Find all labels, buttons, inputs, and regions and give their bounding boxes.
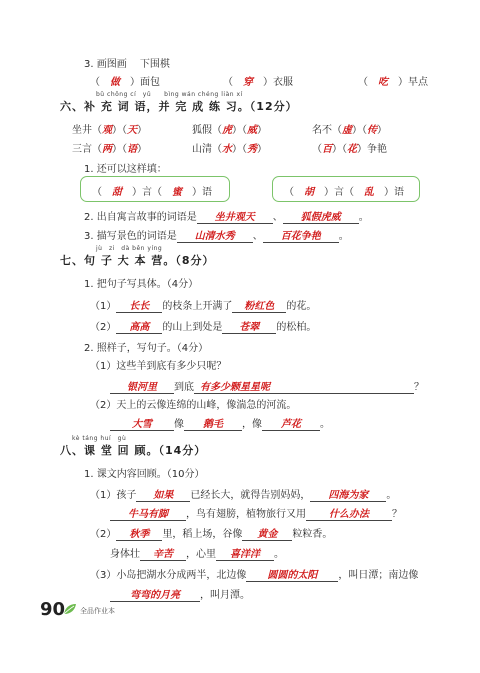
sec6-q3: 3. 描写景色的词语是 山清水秀 、 百花争艳 。: [84, 227, 349, 243]
box1-text: （ 甜 ）言（ 蜜 ）语: [92, 187, 212, 198]
sec6-pinyin: bǔ chōng cí yǔ bìng wán chéng liàn xí: [96, 91, 243, 98]
q3-item-1: （ 做 ）面包: [90, 77, 160, 88]
q3-title: 3. 画图画 下围棋: [84, 59, 170, 70]
q3-item-3: （ 吃 ）早点: [358, 77, 428, 88]
q3-item-2: （ 穿 ）衣服: [223, 77, 293, 88]
sec6-q1: 1. 还可以这样填：: [84, 164, 167, 175]
recall-line-1: （1）孩子 如果 已经长大，就得告别妈妈， 四海为家 。: [90, 486, 396, 502]
sentence-2: （2） 高高 的山上到处是 苍翠 的松柏。: [90, 318, 316, 334]
recall-line-2: 牛马有脚 ，鸟有翅膀，植物旅行又用 什么办法 ？: [110, 505, 402, 521]
idiom-4: 三言（两）（语）: [72, 144, 147, 155]
example-2: （2）天上的云像连绵的山峰，像湍急的河流。: [90, 400, 297, 411]
sec8-pinyin: kè táng huí gù: [72, 435, 127, 442]
example-1: （1）这些羊到底有多少只呢？: [90, 361, 227, 372]
idiom-2: 狐假（虎）（威）: [192, 125, 267, 136]
answer-2: 大雪 像 鹅毛 ，像 芦花 。: [110, 415, 330, 431]
sec7-pinyin: jù zi dà běn yíng: [96, 245, 163, 252]
sec6-q2: 2. 出自寓言故事的词语是 坐井观天 、 狐假虎威 。: [84, 208, 369, 224]
sec7-q2: 2. 照样子，写句子。（4分）: [84, 343, 209, 354]
sec8-q1: 1. 课文内容回顾。（10分）: [84, 469, 205, 480]
answer: 做: [110, 77, 120, 88]
answer-1: 银河里 到底 有多少颗星星呢 ？: [110, 378, 424, 394]
answer: 穿: [243, 77, 253, 88]
sec7-q1: 1. 把句子写具体。（4分）: [84, 279, 199, 290]
recall-line-3: （2） 秋季 里，稻上场，谷像 黄金 粒粒香。: [90, 525, 332, 541]
sec8-title: 八、课 堂 回 顾。（14分）: [60, 444, 207, 457]
box2-text: （ 胡 ）言（ 乱 ）语: [284, 187, 404, 198]
recall-line-6: 弯弯的月亮 ，叫月潭。: [110, 586, 250, 602]
answer: 吃: [378, 77, 388, 88]
leaf-logo-icon: [63, 603, 77, 615]
sentence-1: （1） 长长 的枝条上开满了 粉红色 的花。: [90, 297, 316, 313]
idiom-1: 坐井（观）（天）: [72, 125, 147, 136]
idiom-3: 名不（虚）（传）: [312, 125, 387, 136]
sec7-title: 七、句 子 大 本 营。（8分）: [60, 254, 215, 267]
recall-line-5: （3）小岛把湖水分成两半，北边像 圆圆的太阳 ，叫日潭；南边像: [90, 566, 418, 582]
footer-label: 全品作业本: [80, 607, 115, 615]
sec6-title: 六、补 充 词 语，并 完 成 练 习。（12分）: [60, 100, 298, 113]
recall-line-4: 身体壮 辛苦 ，心里 喜洋洋 。: [110, 545, 284, 561]
idiom-5: 山清（水）（秀）: [192, 144, 267, 155]
idiom-6: （百）（花）争艳: [312, 144, 387, 155]
page-number: 90: [40, 599, 66, 620]
